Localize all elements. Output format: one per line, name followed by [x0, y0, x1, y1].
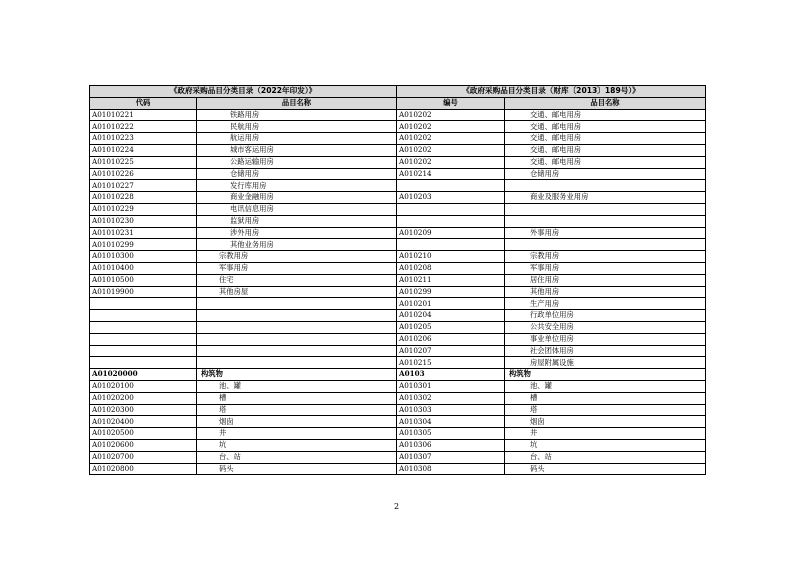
- table-group-header-row: [90, 86, 706, 98]
- name-2013-cell: 槽: [505, 392, 706, 404]
- catalog-comparison-table: [89, 85, 706, 475]
- table-column-header-row: [90, 97, 706, 109]
- name-2022-cell: 仓储用房: [197, 168, 397, 180]
- code-2013-cell: [397, 203, 505, 215]
- table-row: [90, 357, 706, 369]
- code-2022-cell: A01010231: [90, 227, 197, 239]
- name-2022-cell: 商业金融用房: [197, 192, 397, 204]
- code-2022-cell: A01020600: [90, 439, 197, 451]
- code-2013-cell: A010214: [397, 168, 505, 180]
- name-2022-cell: 塔: [197, 404, 397, 416]
- name-2022-cell: 烟囱: [197, 416, 397, 428]
- name-2022-cell: [197, 298, 397, 310]
- name-2013-cell: 公共安全用房: [505, 321, 706, 333]
- name-2022-cell: 台、站: [197, 451, 397, 463]
- name-2022-cell: 码头: [197, 463, 397, 475]
- code-2013-cell: A0103: [397, 369, 505, 381]
- name-2022-cell: 池、罐: [197, 380, 397, 392]
- table-row: [90, 121, 706, 133]
- code-2013-cell: A010211: [397, 274, 505, 286]
- name-2013-cell: 交通、邮电用房: [505, 109, 706, 121]
- table-row: [90, 439, 706, 451]
- code-2022-cell: A01020000: [90, 369, 197, 381]
- name-2013-cell: 事业单位用房: [505, 333, 706, 345]
- name-2013-cell: 军事用房: [505, 262, 706, 274]
- code-2022-cell: [90, 310, 197, 322]
- name-2022-cell: [197, 357, 397, 369]
- name-2022-cell: 住宅: [197, 274, 397, 286]
- code-2013-cell: A010308: [397, 463, 505, 475]
- name-2022-cell: 构筑物: [197, 369, 397, 381]
- name-2013-cell: 构筑物: [505, 369, 706, 381]
- code-2013-cell: A010209: [397, 227, 505, 239]
- code-2013-cell: A010204: [397, 310, 505, 322]
- code-2022-cell: A01010300: [90, 251, 197, 263]
- name-2013-cell: 台、站: [505, 451, 706, 463]
- table-row: [90, 251, 706, 263]
- code-2022-cell: [90, 298, 197, 310]
- name-2013-cell: [505, 239, 706, 251]
- name-2013-cell: 外事用房: [505, 227, 706, 239]
- name-2022-cell: 其他房屋: [197, 286, 397, 298]
- name-2022-cell: [197, 333, 397, 345]
- code-2022-cell: [90, 333, 197, 345]
- table-row: [90, 298, 706, 310]
- code-2013-cell: A010305: [397, 428, 505, 440]
- table-row: [90, 416, 706, 428]
- table-row: [90, 156, 706, 168]
- table-row: [90, 286, 706, 298]
- code-2013-cell: A010306: [397, 439, 505, 451]
- code-2013-cell: A010202: [397, 133, 505, 145]
- code-2022-cell: A01010229: [90, 203, 197, 215]
- name-2013-cell: 其他用房: [505, 286, 706, 298]
- name-2013-cell: [505, 203, 706, 215]
- table-row: [90, 144, 706, 156]
- table-row: [90, 168, 706, 180]
- code-2013-cell: A010303: [397, 404, 505, 416]
- name-2013-cell: 码头: [505, 463, 706, 475]
- code-2013-cell: A010203: [397, 192, 505, 204]
- col-header-code-left: 代码: [90, 97, 197, 109]
- name-2022-cell: 井: [197, 428, 397, 440]
- code-2013-cell: A010302: [397, 392, 505, 404]
- name-2013-cell: 房屋附属设施: [505, 357, 706, 369]
- table-row: [90, 333, 706, 345]
- code-2022-cell: A01020800: [90, 463, 197, 475]
- name-2013-cell: 社会团体用房: [505, 345, 706, 357]
- code-2022-cell: A01010230: [90, 215, 197, 227]
- code-2022-cell: A01010222: [90, 121, 197, 133]
- code-2013-cell: A010304: [397, 416, 505, 428]
- code-2013-cell: A010215: [397, 357, 505, 369]
- code-2022-cell: A01020700: [90, 451, 197, 463]
- name-2022-cell: 其他业务用房: [197, 239, 397, 251]
- col-header-name-left: 品目名称: [197, 97, 397, 109]
- code-2022-cell: A01010224: [90, 144, 197, 156]
- name-2022-cell: [197, 310, 397, 322]
- code-2022-cell: A01010299: [90, 239, 197, 251]
- code-2022-cell: [90, 321, 197, 333]
- table-row: [90, 227, 706, 239]
- name-2022-cell: 军事用房: [197, 262, 397, 274]
- name-2022-cell: 宗教用房: [197, 251, 397, 263]
- code-2022-cell: A01020100: [90, 380, 197, 392]
- code-2013-cell: [397, 239, 505, 251]
- code-2022-cell: A01020500: [90, 428, 197, 440]
- table-row: [90, 369, 706, 381]
- name-2022-cell: 公路运输用房: [197, 156, 397, 168]
- code-2022-cell: A01010225: [90, 156, 197, 168]
- code-2022-cell: A01010226: [90, 168, 197, 180]
- table-row: [90, 428, 706, 440]
- code-2013-cell: A010210: [397, 251, 505, 263]
- name-2022-cell: 电讯信息用房: [197, 203, 397, 215]
- code-2013-cell: A010307: [397, 451, 505, 463]
- code-2013-cell: A010202: [397, 156, 505, 168]
- code-2013-cell: A010207: [397, 345, 505, 357]
- code-2013-cell: A010301: [397, 380, 505, 392]
- code-2013-cell: A010208: [397, 262, 505, 274]
- table-row: [90, 180, 706, 192]
- page-number: 2: [393, 502, 400, 511]
- code-2013-cell: A010206: [397, 333, 505, 345]
- name-2022-cell: [197, 321, 397, 333]
- code-2013-cell: [397, 215, 505, 227]
- code-2022-cell: A01010500: [90, 274, 197, 286]
- code-2013-cell: A010299: [397, 286, 505, 298]
- table-row: [90, 192, 706, 204]
- name-2022-cell: 槽: [197, 392, 397, 404]
- table-row: [90, 203, 706, 215]
- name-2013-cell: 交通、邮电用房: [505, 121, 706, 133]
- name-2013-cell: 交通、邮电用房: [505, 144, 706, 156]
- table-row: [90, 380, 706, 392]
- name-2013-cell: 坑: [505, 439, 706, 451]
- name-2013-cell: 烟囱: [505, 416, 706, 428]
- code-2022-cell: A01010227: [90, 180, 197, 192]
- name-2013-cell: 塔: [505, 404, 706, 416]
- name-2013-cell: 池、罐: [505, 380, 706, 392]
- table-row: [90, 310, 706, 322]
- name-2013-cell: 居住用房: [505, 274, 706, 286]
- table-row: [90, 215, 706, 227]
- code-2013-cell: A010202: [397, 144, 505, 156]
- table-row: [90, 133, 706, 145]
- group-header-2013: 《政府采购品目分类目录（财库〔2013〕189号）》: [397, 86, 706, 98]
- name-2022-cell: 航运用房: [197, 133, 397, 145]
- code-2013-cell: A010202: [397, 121, 505, 133]
- code-2022-cell: A01010223: [90, 133, 197, 145]
- name-2013-cell: 行政单位用房: [505, 310, 706, 322]
- code-2022-cell: A01010228: [90, 192, 197, 204]
- name-2013-cell: [505, 215, 706, 227]
- name-2013-cell: 仓储用房: [505, 168, 706, 180]
- table-row: [90, 392, 706, 404]
- code-2022-cell: A01010221: [90, 109, 197, 121]
- name-2013-cell: 生产用房: [505, 298, 706, 310]
- code-2022-cell: [90, 345, 197, 357]
- name-2022-cell: 铁路用房: [197, 109, 397, 121]
- code-2013-cell: A010205: [397, 321, 505, 333]
- group-header-2022: 《政府采购品目分类目录（2022年印发）》: [90, 86, 397, 98]
- table-row: [90, 321, 706, 333]
- code-2013-cell: A010202: [397, 109, 505, 121]
- table-row: [90, 239, 706, 251]
- table-row: [90, 463, 706, 475]
- table-row: [90, 451, 706, 463]
- table-row: [90, 274, 706, 286]
- code-2013-cell: A010201: [397, 298, 505, 310]
- name-2022-cell: 民航用房: [197, 121, 397, 133]
- name-2022-cell: 城市客运用房: [197, 144, 397, 156]
- name-2013-cell: 交通、邮电用房: [505, 156, 706, 168]
- code-2022-cell: A01020200: [90, 392, 197, 404]
- code-2022-cell: A01020300: [90, 404, 197, 416]
- name-2022-cell: 监狱用房: [197, 215, 397, 227]
- name-2013-cell: 宗教用房: [505, 251, 706, 263]
- name-2013-cell: [505, 180, 706, 192]
- name-2013-cell: 商业及服务业用房: [505, 192, 706, 204]
- name-2022-cell: 涉外用房: [197, 227, 397, 239]
- name-2022-cell: [197, 345, 397, 357]
- name-2022-cell: 坑: [197, 439, 397, 451]
- col-header-name-right: 品目名称: [505, 97, 706, 109]
- name-2013-cell: 井: [505, 428, 706, 440]
- name-2022-cell: 发行库用房: [197, 180, 397, 192]
- code-2013-cell: [397, 180, 505, 192]
- table-body: [90, 109, 706, 475]
- code-2022-cell: A01019900: [90, 286, 197, 298]
- name-2013-cell: 交通、邮电用房: [505, 133, 706, 145]
- table-row: [90, 262, 706, 274]
- code-2022-cell: [90, 357, 197, 369]
- table-row: [90, 345, 706, 357]
- table-row: [90, 404, 706, 416]
- table-row: [90, 109, 706, 121]
- code-2022-cell: A01020400: [90, 416, 197, 428]
- code-2022-cell: A01010400: [90, 262, 197, 274]
- col-header-code-right: 编号: [397, 97, 505, 109]
